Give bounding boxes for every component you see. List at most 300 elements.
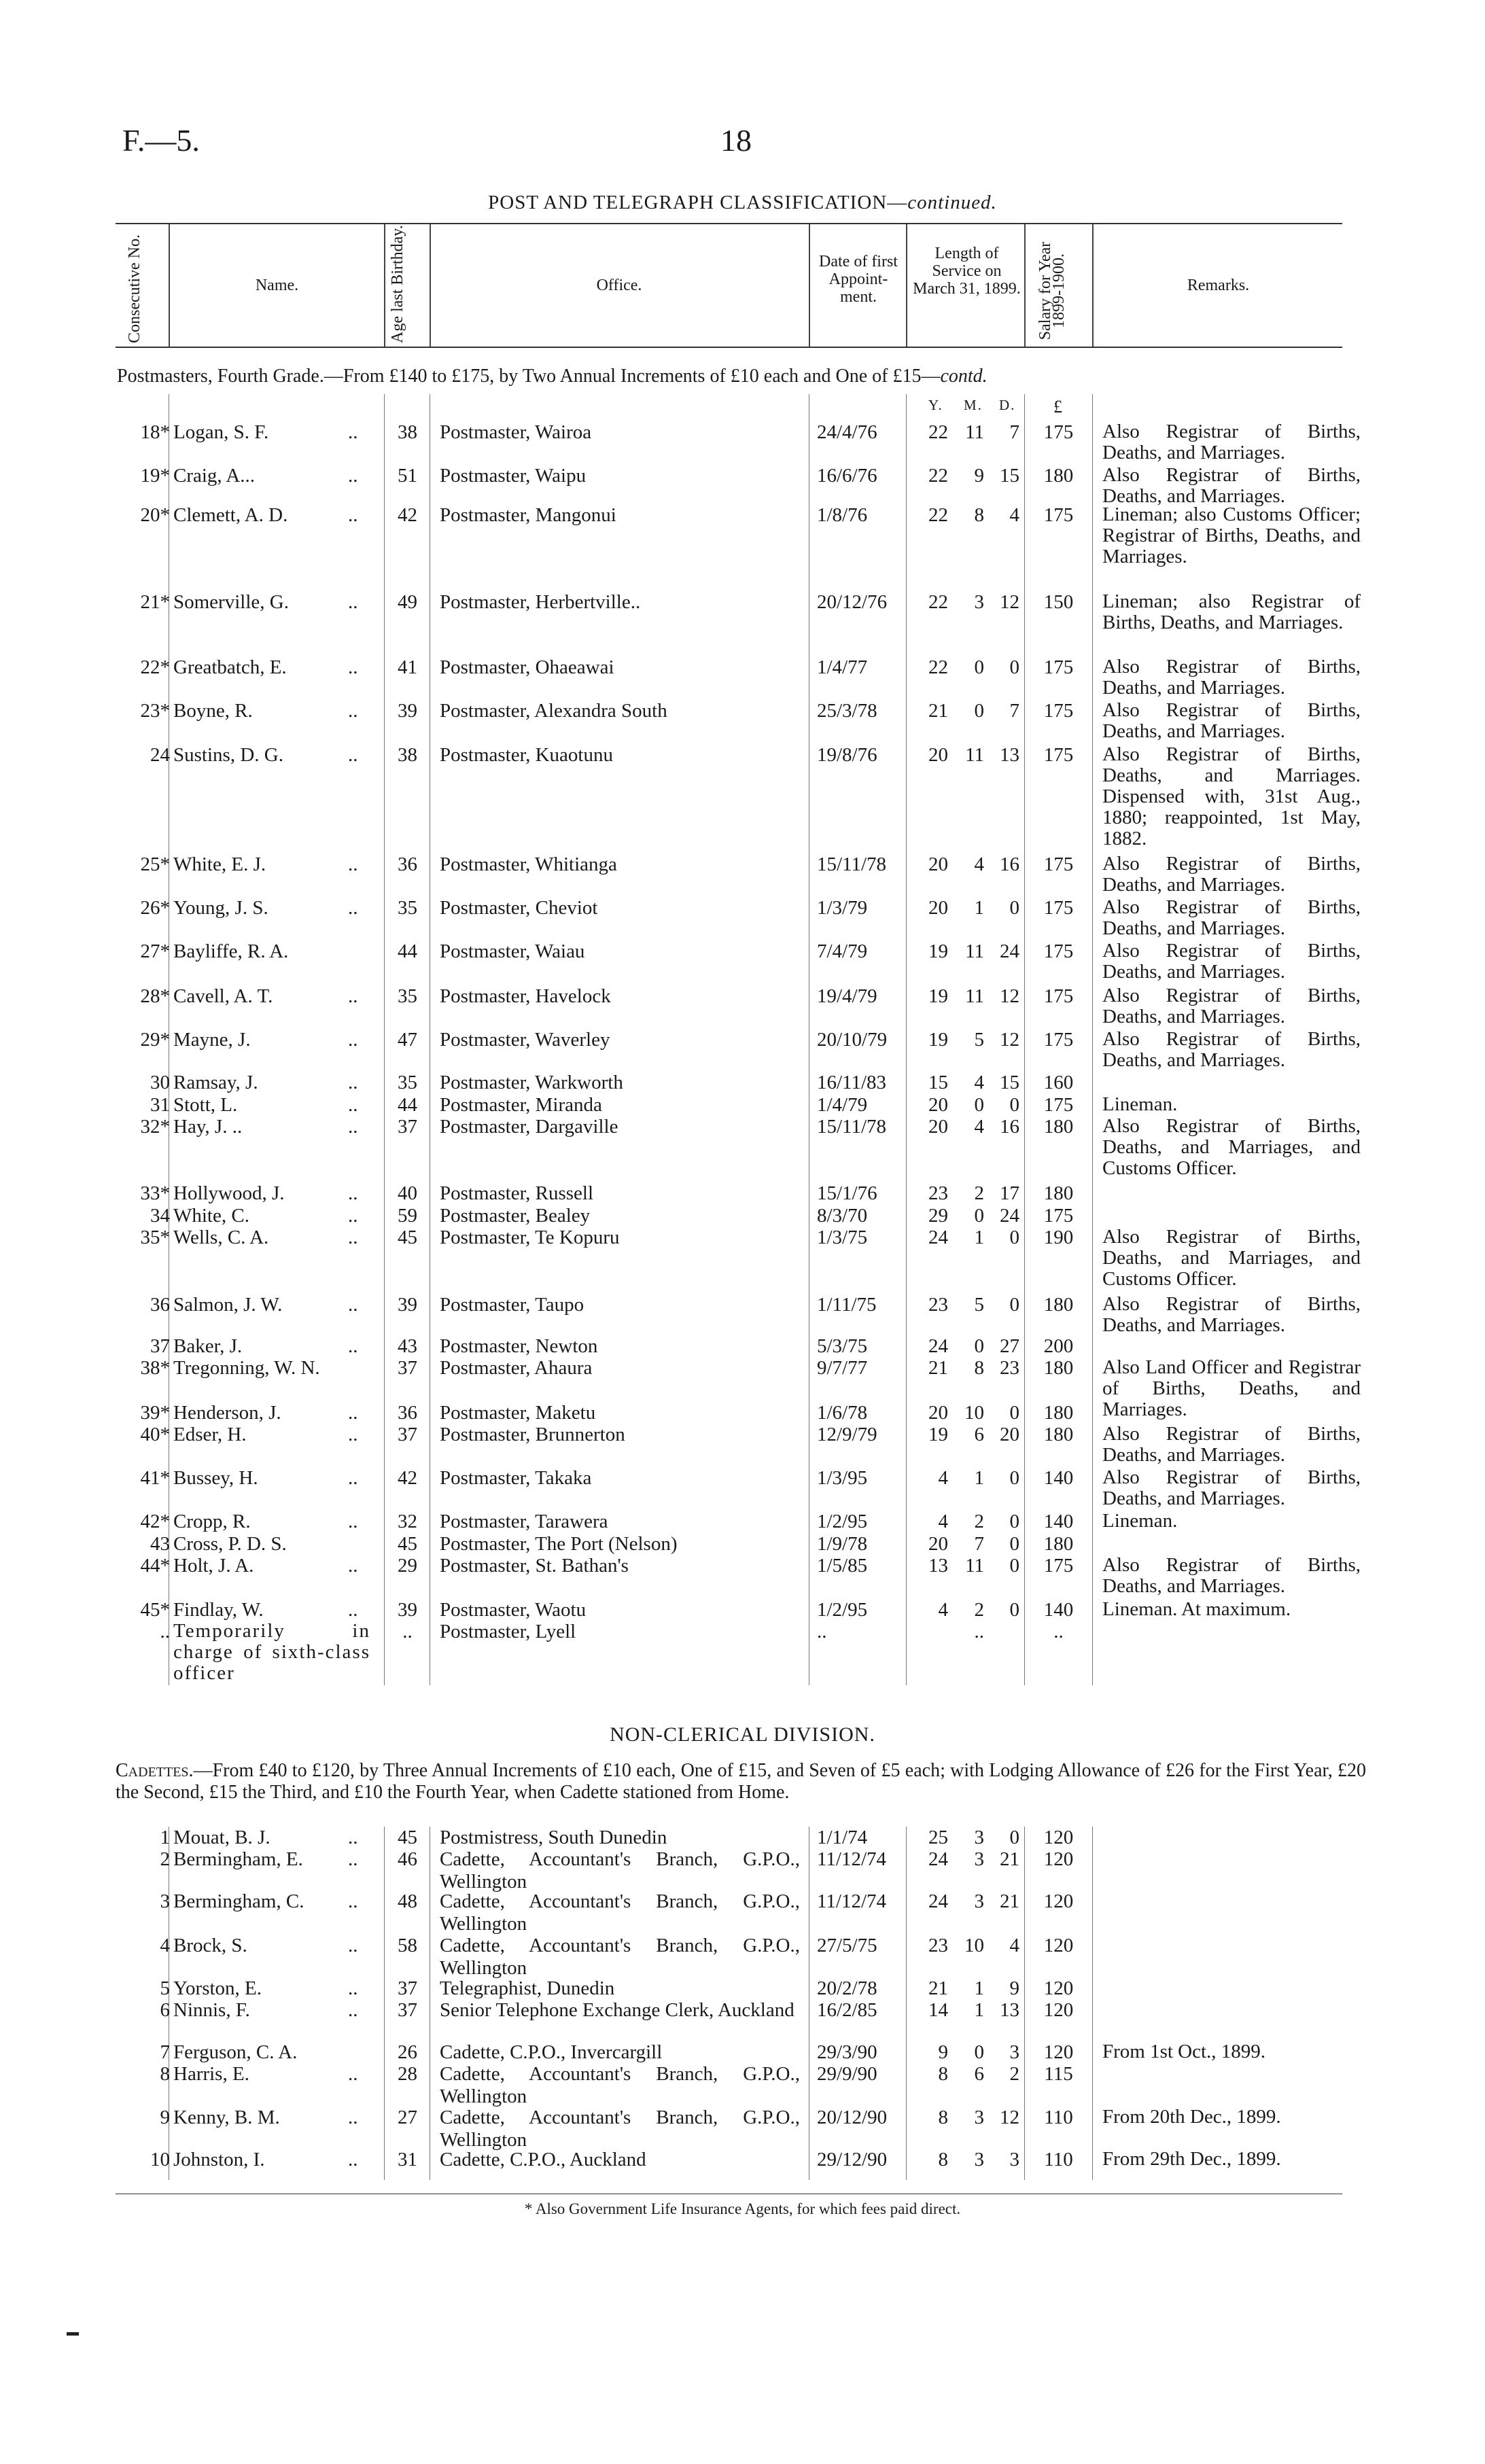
row-remarks: Also Registrar of Births, Deaths, and Marriages.: [1102, 421, 1361, 463]
header-divider: [1024, 224, 1026, 347]
row-remarks: Also Registrar of Births, Deaths, and Marriages, and Customs Officer.: [1102, 1226, 1361, 1290]
row-office: Postmaster, Waotu: [440, 1599, 587, 1621]
row-days: 0: [1009, 656, 1019, 678]
row-number: 32*: [140, 1116, 170, 1138]
row-name: Greatbatch, E.: [173, 656, 287, 678]
column-divider: [1024, 1827, 1025, 2180]
leader-dots: ..: [348, 1848, 358, 1870]
row-number: 28*: [140, 985, 170, 1007]
row-number: 27*: [140, 940, 170, 962]
row-remarks: Also Registrar of Births, Deaths, and Marriages.: [1102, 656, 1361, 699]
row-salary: 180: [1043, 1116, 1074, 1138]
row-date: 1/4/79: [817, 1094, 868, 1116]
row-name: Craig, A...: [173, 465, 256, 487]
row-office: Postmaster, Mangonui: [440, 504, 616, 526]
row-months: 3: [974, 591, 984, 613]
row-remarks: Also Registrar of Births, Deaths, and Marriages.: [1102, 896, 1361, 939]
row-name: Bermingham, C.: [173, 1890, 304, 1912]
row-years: 20: [928, 1533, 948, 1555]
header-office: Office.: [596, 277, 642, 294]
row-number: ..: [160, 1621, 170, 1642]
row-office: Postmaster, Cheviot: [440, 897, 598, 919]
row-years: 20: [928, 1094, 948, 1116]
row-years: 22: [928, 656, 948, 678]
row-office: Postmaster, Havelock: [440, 985, 611, 1007]
leader-dots: ..: [348, 1116, 358, 1138]
row-office: Cadette, C.P.O., Invercargill: [440, 2041, 663, 2063]
row-number: 43: [150, 1533, 170, 1555]
header-salary: Salary for Year 1899-1900.: [1036, 241, 1068, 340]
row-office: Postmaster, Waipu: [440, 465, 587, 487]
row-remarks: Lineman.: [1102, 1093, 1178, 1115]
row-age: 29: [398, 1555, 417, 1577]
leader-dots: ..: [348, 1977, 358, 1999]
row-age: 45: [398, 1827, 417, 1848]
row-salary: 120: [1043, 1827, 1074, 1848]
row-age: 41: [398, 656, 417, 678]
row-days: 21: [1000, 1890, 1019, 1912]
row-days: 21: [1000, 1848, 1019, 1870]
row-months: 3: [974, 1848, 984, 1870]
row-date: 12/9/79: [817, 1424, 877, 1445]
header-divider: [809, 224, 810, 347]
row-days: 0: [1009, 1094, 1019, 1116]
row-name: Bermingham, E.: [173, 1848, 303, 1870]
row-months: 11: [965, 421, 984, 443]
row-name: Henderson, J.: [173, 1402, 281, 1424]
row-age: 36: [398, 853, 417, 875]
row-years: 24: [928, 1227, 948, 1248]
row-months: 1: [974, 1227, 984, 1248]
leader-dots: ..: [348, 1935, 358, 1956]
row-remarks: From 20th Dec., 1899.: [1102, 2106, 1281, 2128]
row-office: Cadette, Accountant's Branch, G.P.O., Wellington: [440, 1848, 800, 1893]
row-remarks: Also Registrar of Births, Deaths, and Marriages.: [1102, 940, 1361, 983]
row-office: Cadette, Accountant's Branch, G.P.O., Wellington: [440, 2107, 800, 2151]
row-remarks: Also Registrar of Births, Deaths, and Marriages. Dispensed with, 31st Aug., 1880; reappointed, 1st May, 1882.: [1102, 743, 1361, 849]
row-date: 1/2/95: [817, 1511, 868, 1532]
row-years: 21: [928, 1977, 948, 1999]
row-office: Postmaster, Maketu: [440, 1402, 596, 1424]
row-remarks: Also Registrar of Births, Deaths, and Marriages.: [1102, 699, 1361, 742]
row-months: 3: [974, 1827, 984, 1848]
row-years: 24: [928, 1848, 948, 1870]
row-name: Hollywood, J.: [173, 1182, 285, 1204]
row-salary: 110: [1044, 2149, 1073, 2170]
row-date: 29/9/90: [817, 2063, 877, 2085]
row-number: 9: [160, 2107, 170, 2128]
row-number: 19*: [140, 465, 170, 487]
row-age: 39: [398, 1294, 417, 1316]
row-months: 6: [974, 2063, 984, 2085]
row-months: 4: [974, 853, 984, 875]
row-salary: 175: [1043, 985, 1074, 1007]
row-age: 40: [398, 1182, 417, 1204]
row-office: Postmaster, Ohaeawai: [440, 656, 614, 678]
row-months: ..: [974, 1621, 984, 1642]
leader-dots: ..: [348, 1511, 358, 1532]
row-salary: ..: [1053, 1621, 1064, 1642]
row-date: 16/6/76: [817, 465, 877, 487]
row-office: Postmaster, Bealey: [440, 1205, 591, 1227]
row-months: 1: [974, 1999, 984, 2021]
leader-dots: ..: [348, 985, 358, 1007]
row-salary: 150: [1043, 591, 1074, 613]
row-name: Clemett, A. D.: [173, 504, 288, 526]
header-remarks: Remarks.: [1187, 277, 1250, 294]
leader-dots: ..: [348, 1890, 358, 1912]
section-fourth-grade: [117, 366, 988, 387]
row-office: Postmaster, Waverley: [440, 1029, 610, 1051]
row-name: Young, J. S.: [173, 897, 268, 919]
row-salary: 175: [1043, 940, 1074, 962]
row-number: 40*: [140, 1424, 170, 1445]
row-age: 35: [398, 985, 417, 1007]
row-number: 41*: [140, 1467, 170, 1489]
row-age: 37: [398, 1999, 417, 2021]
leader-dots: ..: [348, 1029, 358, 1051]
row-number: 36: [150, 1294, 170, 1316]
row-age: 37: [398, 1116, 417, 1138]
row-months: 4: [974, 1116, 984, 1138]
row-date: 1/2/95: [817, 1599, 868, 1621]
row-months: 5: [974, 1029, 984, 1051]
section-fourth-grade-contd: contd.: [940, 366, 988, 387]
row-days: 15: [1000, 465, 1019, 487]
row-number: 25*: [140, 853, 170, 875]
scan-mark: [67, 2332, 79, 2336]
row-salary: 115: [1044, 2063, 1073, 2085]
leader-dots: ..: [348, 656, 358, 678]
row-age: 32: [398, 1511, 417, 1532]
unit-pound: £: [1053, 397, 1064, 417]
row-months: 8: [974, 1357, 984, 1379]
row-number: 39*: [140, 1402, 170, 1424]
row-number: 31: [150, 1094, 170, 1116]
leader-dots: ..: [348, 1072, 358, 1093]
row-office: Postmaster, Kuaotunu: [440, 744, 613, 766]
row-years: 22: [928, 591, 948, 613]
row-date: 27/5/75: [817, 1935, 877, 1956]
header-rule-top: [116, 223, 1342, 224]
row-remarks: Also Registrar of Births, Deaths, and Marriages.: [1102, 1423, 1361, 1466]
row-salary: 180: [1043, 1182, 1074, 1204]
row-name: Bayliffe, R. A.: [173, 940, 289, 962]
row-date: 11/12/74: [817, 1890, 887, 1912]
row-months: 0: [974, 1335, 984, 1357]
row-months: 11: [965, 1555, 984, 1577]
row-salary: 120: [1043, 1890, 1074, 1912]
row-years: 21: [928, 700, 948, 722]
row-days: 27: [1000, 1335, 1019, 1357]
row-remarks: Lineman; also Registrar of Births, Deaths, and Marriages.: [1102, 591, 1361, 633]
cadettes-label: Cadettes.: [116, 1760, 194, 1781]
row-date: 5/3/75: [817, 1335, 868, 1357]
row-days: 4: [1009, 504, 1019, 526]
row-name: Holt, J. A.: [173, 1555, 254, 1577]
unit-y: Y.: [928, 397, 943, 413]
column-divider: [384, 1827, 385, 2180]
row-salary: 120: [1043, 1935, 1074, 1956]
row-years: 20: [928, 897, 948, 919]
row-months: 8: [974, 504, 984, 526]
row-days: 0: [1009, 1555, 1019, 1577]
leader-dots: ..: [348, 1555, 358, 1577]
row-years: 4: [938, 1599, 948, 1621]
row-age: 58: [398, 1935, 417, 1956]
row-days: 12: [1000, 2107, 1019, 2128]
row-years: 25: [928, 1827, 948, 1848]
row-years: 9: [938, 2041, 948, 2063]
row-days: 24: [1000, 940, 1019, 962]
row-age: 35: [398, 897, 417, 919]
row-age: 47: [398, 1029, 417, 1051]
row-number: 35*: [140, 1227, 170, 1248]
leader-dots: ..: [348, 1335, 358, 1357]
row-number: 5: [160, 1977, 170, 1999]
row-days: 16: [1000, 1116, 1019, 1138]
row-name: Logan, S. F.: [173, 421, 269, 443]
unit-d: D.: [999, 397, 1016, 413]
row-salary: 180: [1043, 465, 1074, 487]
row-days: 0: [1009, 1827, 1019, 1848]
row-salary: 175: [1043, 853, 1074, 875]
row-number: 26*: [140, 897, 170, 919]
row-salary: 175: [1043, 1205, 1074, 1227]
row-number: 33*: [140, 1182, 170, 1204]
row-date: 16/2/85: [817, 1999, 877, 2021]
row-date: 24/4/76: [817, 421, 877, 443]
row-days: 17: [1000, 1182, 1019, 1204]
row-years: 13: [928, 1555, 948, 1577]
row-date: 20/12/90: [817, 2107, 888, 2128]
row-months: 11: [965, 744, 984, 766]
row-name: Baker, J.: [173, 1335, 243, 1357]
row-months: 11: [965, 940, 984, 962]
row-salary: 160: [1043, 1072, 1074, 1093]
row-date: 15/11/78: [817, 853, 887, 875]
row-months: 0: [974, 656, 984, 678]
row-days: 0: [1009, 1511, 1019, 1532]
title-text: POST AND TELEGRAPH CLASSIFICATION—: [488, 192, 908, 213]
row-age: 45: [398, 1227, 417, 1248]
leader-dots: ..: [348, 2149, 358, 2170]
row-number: 30: [150, 1072, 170, 1093]
leader-dots: ..: [348, 1182, 358, 1204]
row-salary: 180: [1043, 1294, 1074, 1316]
row-name: Cropp, R.: [173, 1511, 251, 1532]
header-name: Name.: [255, 277, 299, 294]
row-remarks: From 1st Oct., 1899.: [1102, 2041, 1266, 2062]
row-age: 42: [398, 504, 417, 526]
row-date: 7/4/79: [817, 940, 868, 962]
row-office: Postmaster, Ahaura: [440, 1357, 593, 1379]
row-salary: 120: [1043, 1848, 1074, 1870]
row-months: 0: [974, 1094, 984, 1116]
row-date: 1/5/85: [817, 1555, 868, 1577]
row-salary: 180: [1043, 1357, 1074, 1379]
row-months: 11: [965, 985, 984, 1007]
row-office: Cadette, Accountant's Branch, G.P.O., Wellington: [440, 2063, 800, 2107]
row-name: White, E. J.: [173, 853, 266, 875]
row-days: 23: [1000, 1357, 1019, 1379]
row-number: 6: [160, 1999, 170, 2021]
leader-dots: ..: [348, 700, 358, 722]
page-title: [0, 192, 1485, 214]
row-months: 10: [964, 1402, 984, 1424]
row-days: 12: [1000, 985, 1019, 1007]
row-number: 24: [150, 744, 170, 766]
row-name: Kenny, B. M.: [173, 2107, 280, 2128]
row-office: Postmaster, Newton: [440, 1335, 598, 1357]
row-office: Postmaster, Russell: [440, 1182, 594, 1204]
row-number: 37: [150, 1335, 170, 1357]
row-number: 23*: [140, 700, 170, 722]
row-office: Postmaster, Te Kopuru: [440, 1227, 620, 1248]
leader-dots: ..: [348, 591, 358, 613]
row-name: Boyne, R.: [173, 700, 253, 722]
row-years: 14: [928, 1999, 948, 2021]
row-years: 22: [928, 465, 948, 487]
row-number: 44*: [140, 1555, 170, 1577]
row-days: 9: [1009, 1977, 1019, 1999]
row-salary: 175: [1043, 700, 1074, 722]
section-fourth-grade-text: Postmasters, Fourth Grade.—From £140 to £175, by Two Annual Increments of £10 each and One of £15—: [117, 366, 941, 387]
row-days: 0: [1009, 1402, 1019, 1424]
row-years: 15: [928, 1072, 948, 1093]
non-clerical-title: NON-CLERICAL DIVISION.: [610, 1723, 875, 1746]
row-name: Tregonning, W. N.: [173, 1357, 320, 1379]
row-number: 8: [160, 2063, 170, 2085]
row-days: 15: [1000, 1072, 1019, 1093]
leader-dots: ..: [348, 504, 358, 526]
row-office: Postmaster, Tarawera: [440, 1511, 608, 1532]
row-years: 4: [938, 1467, 948, 1489]
row-salary: 175: [1043, 897, 1074, 919]
row-date: 1/8/76: [817, 504, 868, 526]
row-months: 1: [974, 1467, 984, 1489]
row-number: 18*: [140, 421, 170, 443]
row-salary: 200: [1043, 1335, 1074, 1357]
row-months: 3: [974, 2107, 984, 2128]
row-salary: 110: [1044, 2107, 1073, 2128]
leader-dots: ..: [348, 465, 358, 487]
row-years: 21: [928, 1357, 948, 1379]
row-date: 19/4/79: [817, 985, 877, 1007]
row-date: 1/3/79: [817, 897, 868, 919]
row-remarks: Also Registrar of Births, Deaths, and Marriages, and Customs Officer.: [1102, 1115, 1361, 1179]
row-office: Postmaster, Takaka: [440, 1467, 592, 1489]
leader-dots: ..: [348, 1402, 358, 1424]
row-age: ..: [402, 1621, 413, 1642]
row-date: 1/4/77: [817, 656, 868, 678]
row-days: 0: [1009, 1599, 1019, 1621]
row-name: Salmon, J. W.: [173, 1294, 283, 1316]
row-days: 7: [1009, 700, 1019, 722]
row-date: 9/7/77: [817, 1357, 868, 1379]
row-days: 7: [1009, 421, 1019, 443]
leader-dots: ..: [348, 1227, 358, 1248]
row-name: Yorston, E.: [173, 1977, 262, 1999]
row-age: 36: [398, 1402, 417, 1424]
row-years: 20: [928, 1116, 948, 1138]
row-name: Johnston, I.: [173, 2149, 265, 2170]
column-divider: [1092, 394, 1093, 1685]
row-years: 20: [928, 853, 948, 875]
row-remarks: Also Registrar of Births, Deaths, and Marriages.: [1102, 985, 1361, 1027]
leader-dots: ..: [348, 1599, 358, 1621]
row-office: Postmaster, Miranda: [440, 1094, 602, 1116]
row-months: 2: [974, 1182, 984, 1204]
row-remarks: Also Registrar of Births, Deaths, and Marriages.: [1102, 1028, 1361, 1071]
column-divider: [1024, 394, 1025, 1685]
row-number: 3: [160, 1890, 170, 1912]
row-days: 0: [1009, 1533, 1019, 1555]
row-office: Postmaster, Waiau: [440, 940, 585, 962]
row-salary: 190: [1043, 1227, 1074, 1248]
row-date: 11/12/74: [817, 1848, 887, 1870]
row-age: 38: [398, 421, 417, 443]
header-divider: [906, 224, 907, 347]
row-remarks: From 29th Dec., 1899.: [1102, 2148, 1281, 2170]
leader-dots: ..: [348, 1294, 358, 1316]
row-name: Cross, P. D. S.: [173, 1533, 287, 1555]
row-age: 27: [398, 2107, 417, 2128]
row-office: Postmaster, Wairoa: [440, 421, 592, 443]
leader-dots: ..: [348, 1467, 358, 1489]
row-age: 46: [398, 1848, 417, 1870]
row-date: ..: [817, 1621, 827, 1642]
row-age: 48: [398, 1890, 417, 1912]
row-name: Stott, L.: [173, 1094, 238, 1116]
row-years: 23: [928, 1182, 948, 1204]
row-salary: 175: [1043, 1094, 1074, 1116]
row-salary: 180: [1043, 1424, 1074, 1445]
header-consecutive: Consecutive No.: [126, 234, 143, 343]
unit-m: M.: [964, 397, 983, 413]
row-office: Postmaster, Warkworth: [440, 1072, 623, 1093]
row-months: 0: [974, 2041, 984, 2063]
row-age: 39: [398, 700, 417, 722]
row-date: 1/9/78: [817, 1533, 868, 1555]
title-continued: continued.: [907, 192, 997, 213]
row-days: 4: [1009, 1935, 1019, 1956]
row-remarks: Also Registrar of Births, Deaths, and Marriages.: [1102, 1466, 1361, 1509]
row-months: 7: [974, 1533, 984, 1555]
leader-dots: ..: [348, 1424, 358, 1445]
row-office: Postmaster, Lyell: [440, 1621, 576, 1642]
row-remarks: Also Registrar of Births, Deaths, and Marriages.: [1102, 1293, 1361, 1336]
row-age: 26: [398, 2041, 417, 2063]
row-office: Cadette, C.P.O., Auckland: [440, 2149, 646, 2170]
leader-dots: ..: [348, 744, 358, 766]
row-days: 24: [1000, 1205, 1019, 1227]
leader-dots: ..: [348, 853, 358, 875]
row-name: Ramsay, J.: [173, 1072, 258, 1093]
row-office: Postmaster, Whitianga: [440, 853, 617, 875]
row-age: 45: [398, 1533, 417, 1555]
row-months: 10: [964, 1935, 984, 1956]
row-salary: 120: [1043, 1999, 1074, 2021]
row-date: 15/1/76: [817, 1182, 877, 1204]
row-salary: 120: [1043, 1977, 1074, 1999]
row-date: 29/12/90: [817, 2149, 888, 2170]
row-salary: 175: [1043, 656, 1074, 678]
row-date: 1/1/74: [817, 1827, 868, 1848]
row-years: 4: [938, 1511, 948, 1532]
row-years: 8: [938, 2149, 948, 2170]
row-age: 49: [398, 591, 417, 613]
